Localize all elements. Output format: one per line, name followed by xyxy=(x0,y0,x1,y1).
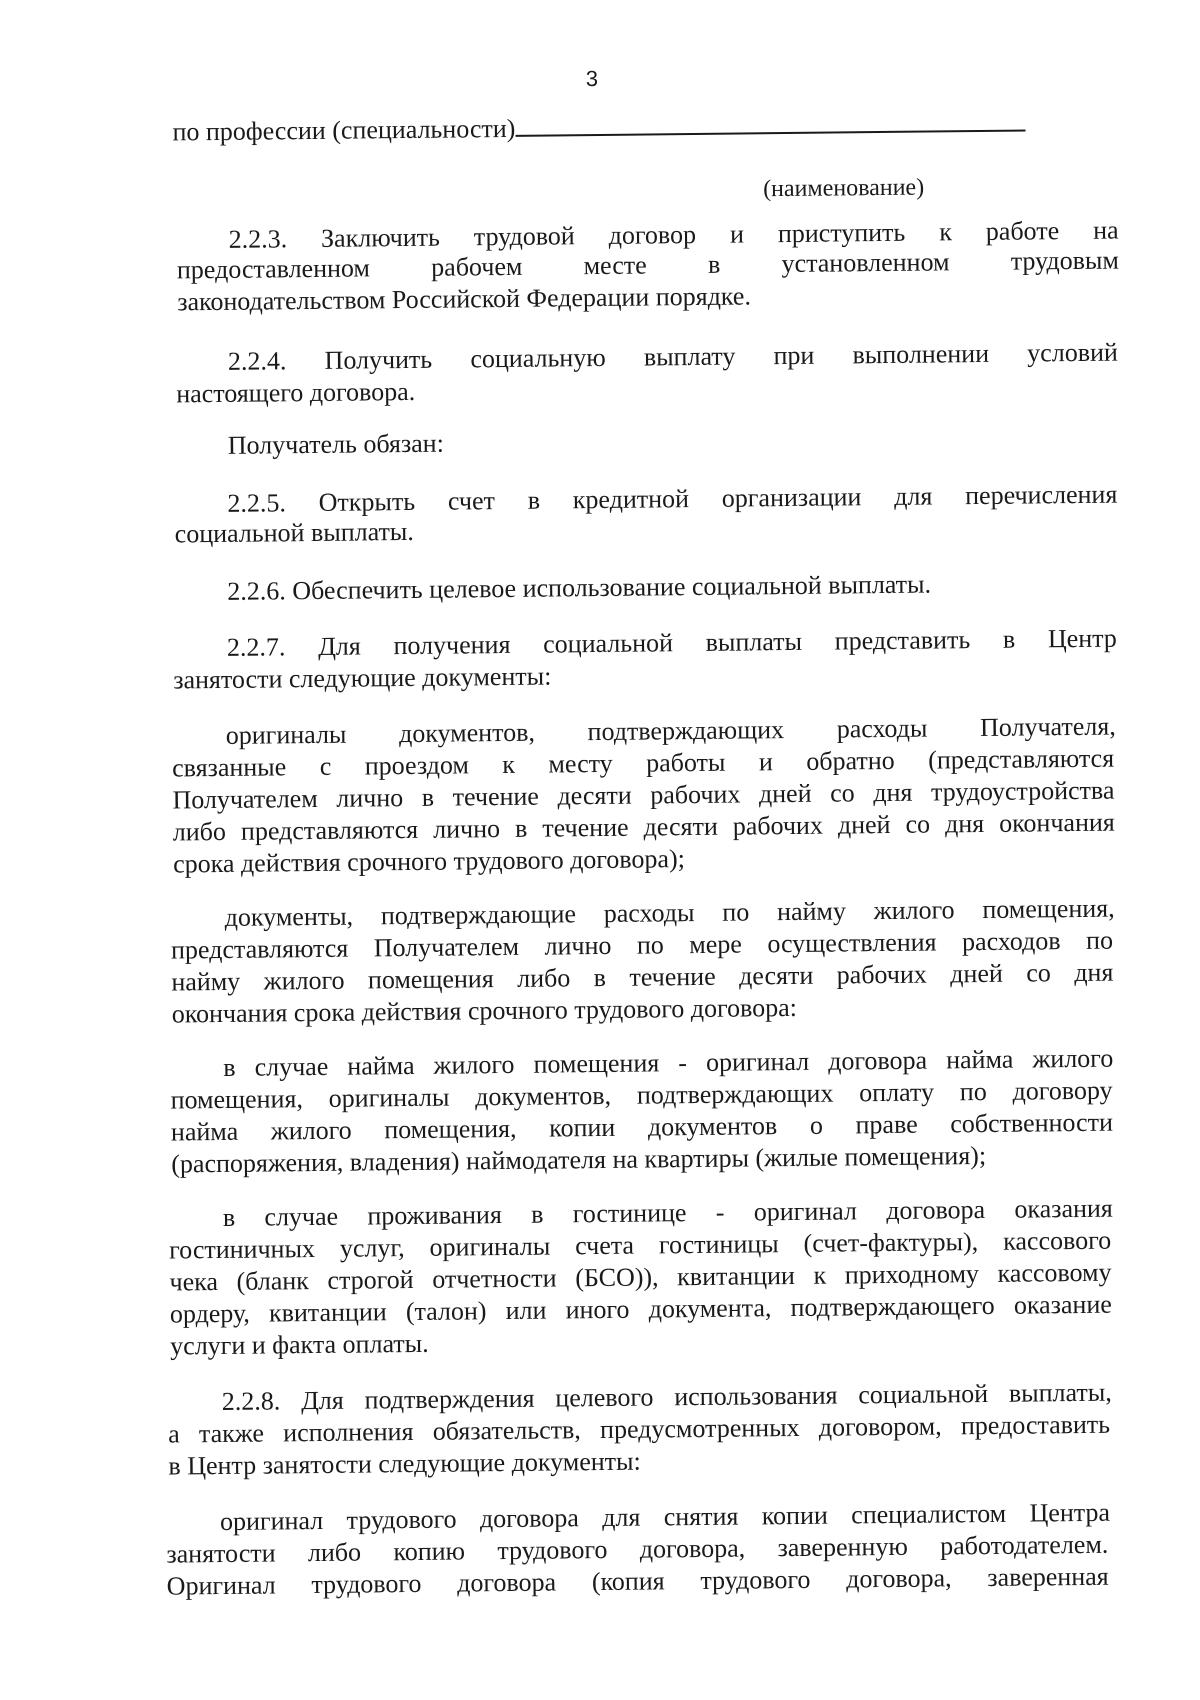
profession-caption: (наименование) xyxy=(762,174,925,203)
text-line: помещения, оригиналы документов, подтверждающих оплату по договору xyxy=(170,1075,1113,1115)
text-line: либо представляются лично в течение десяти рабочих дней со дня окончания xyxy=(172,807,1115,847)
text-line: настоящего договора. xyxy=(176,376,416,409)
text-line: ордеру, квитанции (талон) или иного документа, подтверждающего оказание xyxy=(169,1289,1112,1329)
page-number: 3 xyxy=(585,65,599,92)
text-line: в случае найма жилого помещения - оригинал договора найма жилого xyxy=(223,1043,1114,1082)
text-line: представляются Получателем лично по мере осуществления расходов по xyxy=(170,925,1114,965)
profession-line xyxy=(172,108,1025,149)
text-line: социальной выплаты. xyxy=(174,516,414,549)
text-line: 2.2.3. Заключить трудовой договор и приступить к работе на xyxy=(228,215,1119,254)
text-line: 2.2.7. Для получения социальной выплаты представить в Центр xyxy=(226,623,1117,662)
text-line: гостиничных услуг, оригиналы счета гостиницы (счет-фактуры), кассового xyxy=(169,1225,1112,1265)
text-line: 2.2.8. Для подтверждения целевого использования социальной выплаты, xyxy=(221,1377,1112,1416)
text-line: срока действия срочного трудового договора); xyxy=(173,844,686,879)
text-line: Получателем лично в течение десяти рабочих дней со дня трудоустройства xyxy=(172,775,1115,815)
text-line: связанные с проездом к месту работы и обратно (представляются xyxy=(171,743,1115,783)
text-line: чека (бланк строгой отчетности (БСО)), квитанции к приходному кассовому xyxy=(169,1257,1112,1297)
text-line: предоставленном рабочем месте в установленном трудовым xyxy=(176,245,1120,285)
text-line: найму жилого помещения либо в течение десяти рабочих дней со дня xyxy=(171,957,1114,997)
text-line: Оригинал трудового договора (копия трудового договора, заверенная xyxy=(166,1561,1109,1601)
profession-label: по профессии (специальности) xyxy=(172,113,516,147)
profession-blank-underline xyxy=(515,108,1025,137)
text-line: занятости следующие документы: xyxy=(173,661,552,695)
text-line: Получатель обязан: xyxy=(227,428,444,460)
text-line: в Центр занятости следующие документы: xyxy=(168,1446,641,1481)
text-line: услуги и факта оплаты. xyxy=(170,1328,429,1361)
text-line: документы, подтверждающие расходы по найму жилого помещения, xyxy=(224,893,1115,932)
text-line: (распоряжения, владения) наймодателя на квартиры (жилые помещения); xyxy=(171,1140,987,1179)
text-line: занятости либо копию трудового договора, заверенную работодателем. xyxy=(166,1529,1109,1569)
text-line: законодательством Российской Федерации порядке. xyxy=(177,281,752,317)
text-line: оригиналы документов, подтверждающих расходы Получателя, xyxy=(225,711,1116,750)
text-line: окончания срока действия срочного трудового договора: xyxy=(171,992,798,1029)
text-line: 2.2.6. Обеспечить целевое использование социальной выплаты. xyxy=(227,569,932,606)
text-line: 2.2.4. Получить социальную выплату при выполнении условий xyxy=(227,337,1118,376)
text-line: 2.2.5. Открыть счет в кредитной организации для перечисления xyxy=(227,479,1118,518)
text-line: найма жилого помещения, копии документов о праве собственности xyxy=(170,1107,1114,1147)
text-line: в случае проживания в гостинице - оригинал договора оказания xyxy=(222,1193,1113,1232)
text-line: а также исполнения обязательств, предусмотренных договором, предоставить xyxy=(167,1409,1111,1449)
text-line: оригинал трудового договора для снятия копии специалистом Центра xyxy=(219,1497,1111,1537)
